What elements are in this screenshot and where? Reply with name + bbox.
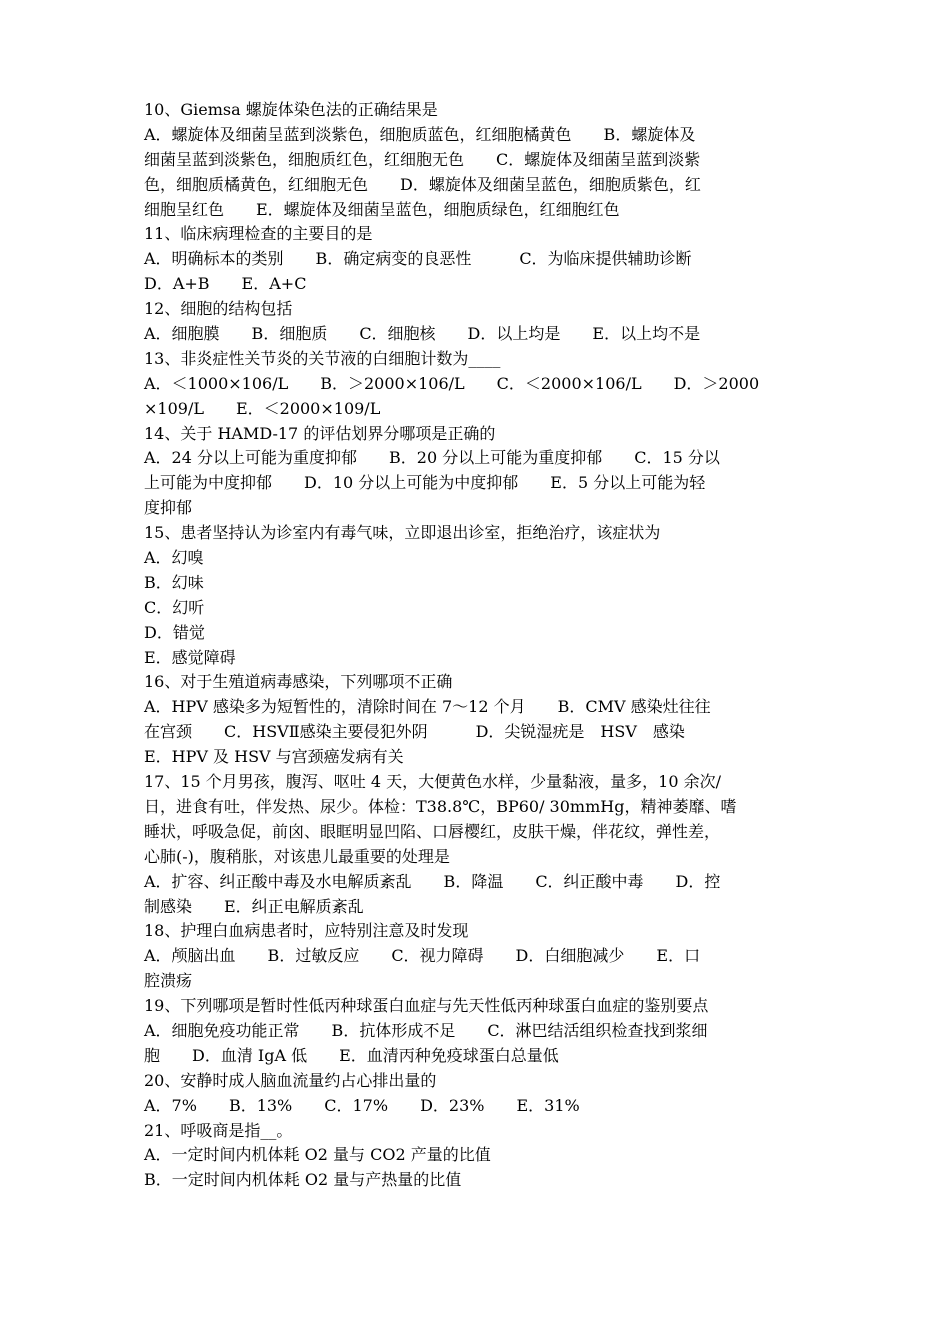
question-21-option-a: A．一定时间内机体耗 O2 量与 CO2 产量的比值 <box>144 1145 491 1165</box>
question-19-title: 19、下列哪项是暂时性低丙种球蛋白血症与先天性低丙种球蛋白血症的鉴别要点 <box>144 996 709 1016</box>
question-20-title: 20、安静时成人脑血流量约占心排出量的 <box>144 1070 437 1090</box>
question-18-options-line-1: A．颅脑出血 B．过敏反应 C．视力障碍 D．白细胞减少 E．口 <box>144 946 701 966</box>
question-17-title-line-2: 日，进食有吐，伴发热、尿少。体检：T38.8℃，BP60/ 30mmHg，精神萎靡、嗜 <box>144 796 737 816</box>
question-15-option-b: B．幻味 <box>144 572 204 592</box>
question-11-options-line-2: D．A+B E．A+C <box>144 274 307 294</box>
question-15-title: 15、患者坚持认为诊室内有毒气味，立即退出诊室，拒绝治疗，该症状为 <box>144 523 661 543</box>
question-18-title: 18、护理白血病患者时，应特别注意及时发现 <box>144 921 469 941</box>
question-18-options-line-2: 腔溃疡 <box>144 971 193 991</box>
question-13-title: 13、非炎症性关节炎的关节液的白细胞计数为____ <box>144 348 501 368</box>
question-16-title: 16、对于生殖道病毒感染，下列哪项不正确 <box>144 672 453 692</box>
question-12-options-line-1: A．细胞膜 B．细胞质 C．细胞核 D．以上均是 E．以上均不是 <box>144 324 701 344</box>
question-21-title: 21、呼吸商是指__。 <box>144 1120 293 1140</box>
question-10-options-line-3: 色，细胞质橘黄色，红细胞无色 D．螺旋体及细菌呈蓝色，细胞质紫色，红 <box>144 174 701 194</box>
question-10-options-line-2: 细菌呈蓝到淡紫色，细胞质红色，红细胞无色 C．螺旋体及细菌呈蓝到淡紫 <box>144 149 701 169</box>
question-20-options-line-1: A．7% B．13% C．17% D．23% E．31% <box>144 1095 580 1115</box>
document-body <box>144 98 808 1193</box>
question-17-options-line-2: 制感染 E．纠正电解质紊乱 <box>144 896 364 916</box>
question-15-option-e: E．感觉障碍 <box>144 647 236 667</box>
question-11-title: 11、临床病理检查的主要目的是 <box>144 224 373 244</box>
question-21-option-b: B．一定时间内机体耗 O2 量与产热量的比值 <box>144 1170 462 1190</box>
question-13-options-line-2: ×109/L E．＜2000×109/L <box>144 398 381 418</box>
question-14-options-line-2: 上可能为中度抑郁 D．10 分以上可能为中度抑郁 E．5 分以上可能为轻 <box>144 473 706 493</box>
question-14-title: 14、关于 HAMD-17 的评估划界分哪项是正确的 <box>144 423 496 443</box>
question-13-options-line-1: A．＜1000×106/L B．＞2000×106/L C．＜2000×106/L D．＞2000 <box>144 373 760 393</box>
question-10-options-line-1: A．螺旋体及细菌呈蓝到淡紫色，细胞质蓝色，红细胞橘黄色 B．螺旋体及 <box>144 124 696 144</box>
question-16-options-line-3: E．HPV 及 HSV 与宫颈癌发病有关 <box>144 747 404 767</box>
question-12-title: 12、细胞的结构包括 <box>144 299 293 319</box>
question-15-option-c: C．幻听 <box>144 597 205 617</box>
question-14-options-line-1: A．24 分以上可能为重度抑郁 B．20 分以上可能为重度抑郁 C．15 分以 <box>144 448 720 468</box>
question-17-title-line-1: 17、15 个月男孩，腹泻、呕吐 4 天，大便黄色水样，少量黏液，量多，10 余次/ <box>144 772 721 792</box>
question-17-options-line-1: A．扩容、纠正酸中毒及水电解质紊乱 B．降温 C．纠正酸中毒 D．控 <box>144 871 721 891</box>
question-16-options-line-1: A．HPV 感染多为短暂性的，清除时间在 7～12 个月 B．CMV 感染灶往往 <box>144 697 711 717</box>
question-10-title: 10、Giemsa 螺旋体染色法的正确结果是 <box>144 100 438 119</box>
question-19-options-line-2: 胞 D．血清 IgA 低 E．血清丙种免疫球蛋白总量低 <box>144 1045 559 1065</box>
question-10-options-line-4: 细胞呈红色 E．螺旋体及细菌呈蓝色，细胞质绿色，红细胞红色 <box>144 199 620 219</box>
question-15-option-a: A．幻嗅 <box>144 548 204 568</box>
question-17-title-line-4: 心肺(-)，腹稍胀，对该患儿最重要的处理是 <box>144 846 450 866</box>
question-14-options-line-3: 度抑郁 <box>144 498 193 518</box>
question-15-option-d: D．错觉 <box>144 622 205 642</box>
question-19-options-line-1: A．细胞免疫功能正常 B．抗体形成不足 C．淋巴结活组织检查找到浆细 <box>144 1020 708 1040</box>
question-17-title-line-3: 睡状，呼吸急促，前囟、眼眶明显凹陷、口唇樱红，皮肤干燥，伴花纹，弹性差， <box>144 821 721 841</box>
question-11-options-line-1: A．明确标本的类别 B．确定病变的良恶性 C．为临床提供辅助诊断 <box>144 249 692 269</box>
question-16-options-line-2: 在宫颈 C．HSVⅡ感染主要侵犯外阴 D．尖锐湿疣是 HSV 感染 <box>144 722 685 742</box>
